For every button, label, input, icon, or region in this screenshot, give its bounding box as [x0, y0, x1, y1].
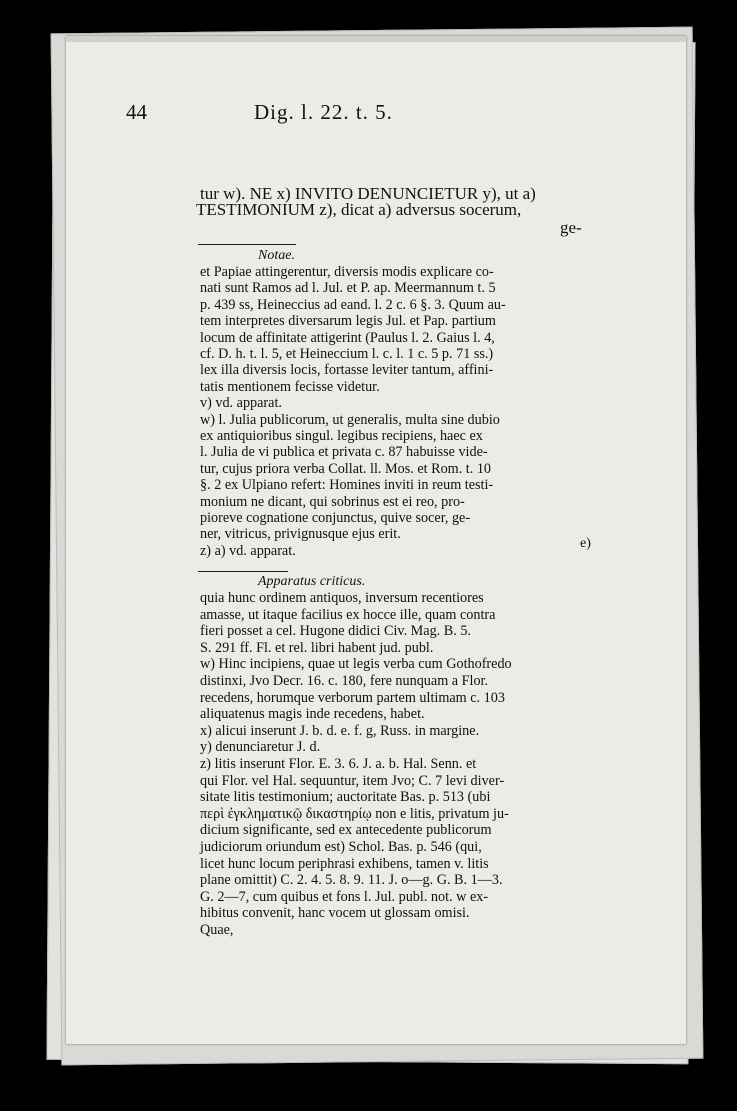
notes-line: v) vd. apparat.	[200, 395, 282, 412]
apparatus-line: recedens, horumque verborum partem ultimam c. 103	[200, 689, 505, 706]
notes-line: tatis mentionem fecisse videtur.	[200, 378, 380, 395]
apparatus-line: fieri posset a cel. Hugone didici Civ. Mag. B. 5.	[200, 623, 471, 640]
notes-line: §. 2 ex Ulpiano refert: Homines inviti in reum testi-	[200, 477, 494, 494]
main-text-line-3: ge-	[560, 218, 582, 237]
apparatus-line: quia hunc ordinem antiquos, inversum recentiores	[200, 590, 484, 606]
notes-line: pioreve cognatione conjunctus, quive socer, ge-	[200, 510, 471, 526]
apparatus-line: z) litis inserunt Flor. E. 3. 6. J. a. b. Hal. Senn. et	[200, 756, 477, 772]
apparatus-title: Apparatus criticus.	[258, 574, 366, 589]
apparatus-line: G. 2—7, cum quibus et fons l. Jul. publ. not. w ex-	[200, 888, 489, 905]
apparatus-line: S. 291 ff. Fl. et rel. libri habent jud. publ.	[200, 639, 434, 656]
notes-separator-rule	[198, 244, 296, 245]
notes-line: tem interpretes diversarum legis Jul. et Pap. partium	[200, 313, 496, 330]
apparatus-line: περὶ ἐγκληματικῷ δικαστηρίῳ non e litis, privatum ju-	[200, 805, 509, 822]
apparatus-line: Quae,	[200, 922, 234, 938]
apparatus-line: dicium significante, sed ex antecedente publicorum	[200, 822, 492, 839]
main-text-line-1: tur w). NE x) INVITO DENUNCIETUR y), ut a)	[200, 184, 536, 203]
notes-line: p. 439 ss, Heineccius ad eand. l. 2 c. 6 §. 3. Quum au-	[200, 296, 506, 313]
main-text-line-2: TESTIMONIUM z), dicat a) adversus socerum,	[196, 200, 522, 219]
notes-title: Notae.	[258, 248, 295, 263]
notes-line: tur, cujus priora verba Collat. ll. Mos. et Rom. t. 10	[200, 460, 492, 477]
notes-line: cf. D. h. t. l. 5, et Heineccium l. c. l. 1 c. 5 p. 71 ss.)	[200, 346, 494, 362]
notes-line: locum de affinitate attigerint (Paulus l. 2. Gaius l. 4,	[200, 329, 495, 346]
notes-line: w) l. Julia publicorum, ut generalis, multa sine dubio	[200, 411, 500, 428]
apparatus-line: aliquatenus magis inde recedens, habet.	[200, 706, 425, 723]
apparatus-line: sitate litis testimonium; auctoritate Bas. p. 513 (ubi	[200, 789, 491, 806]
apparatus-line: amasse, ut itaque facilius ex hocce ille, quam contra	[200, 606, 496, 623]
notes-line: ex antiquioribus singul. legibus recipiens, haec ex	[200, 428, 483, 444]
apparatus-separator-rule	[198, 571, 288, 572]
apparatus-line: distinxi, Jvo Decr. 16. c. 180, fere nunquam a Flor.	[200, 673, 489, 689]
notes-line: l. Julia de vi publica et privata c. 87 habuisse vide-	[200, 444, 488, 461]
notes-line: lex illa diversis locis, fortasse leviter tantum, affini-	[200, 362, 494, 379]
notes-line: et Papiae attingerentur, diversis modis explicare co-	[200, 264, 494, 280]
notes-line: nati sunt Ramos ad l. Jul. et P. ap. Meermannum t. 5	[200, 280, 496, 297]
notes-end-mark: e)	[580, 536, 591, 551]
page-number: 44	[126, 100, 147, 124]
apparatus-line: y) denunciaretur J. d.	[200, 739, 321, 756]
apparatus-line: licet hunc locum periphrasi exhibens, tamen v. litis	[200, 855, 489, 872]
apparatus-line: w) Hinc incipiens, quae ut legis verba cum Gothofredo	[200, 656, 512, 673]
notes-line: z) a) vd. apparat.	[200, 542, 296, 559]
apparatus-line: qui Flor. vel Hal. sequuntur, item Jvo; C. 7 levi diver-	[200, 772, 505, 789]
apparatus-line: plane omittit) C. 2. 4. 5. 8. 9. 11. J. o—g. G. B. 1—3.	[200, 872, 503, 889]
apparatus-line: x) alicui inserunt J. b. d. e. f. g, Russ. in margine.	[200, 722, 480, 739]
running-head: Dig. l. 22. t. 5.	[254, 100, 393, 124]
notes-line: ner, vitricus, privignusque ejus erit.	[200, 526, 401, 543]
apparatus-line: hibitus convenit, hanc vocem ut glossam omisi.	[200, 905, 470, 922]
notes-line: monium ne dicant, qui sobrinus est ei reo, pro-	[200, 493, 465, 510]
apparatus-line: judiciorum oriundum est) Schol. Bas. p. 546 (qui,	[200, 839, 482, 855]
